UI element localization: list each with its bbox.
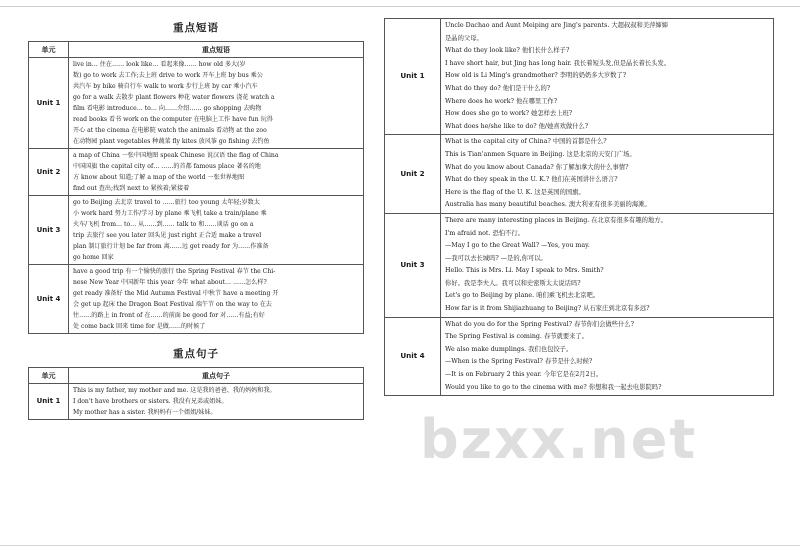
unit-label: Unit 2 [29,149,69,196]
content-line: a map of China 一张中国地图 speak Chinese 说汉语 the flag of China [73,152,279,159]
phrases-table [28,41,364,334]
content-cell [69,58,364,149]
content-line: 小 work hard 努力工作/学习 by plane 乘飞机 take a train/plane 乘 [73,210,267,217]
content-line: 往……的路上 in front of 在……的前面 be good for 对……有益;有好 [73,312,265,319]
top-rule [0,6,800,7]
content-line: 方 know about 知道;了解 a map of the world 一张世界地图 [73,174,245,181]
content-cell [69,265,364,334]
content-line: There are many interesting places in Beijing. 在北京有很多有趣的地方。 [445,216,667,224]
content-line: go home 回家 [73,254,114,261]
content-line: This is Tian'anmen Square in Beijing. 这是北京的天安门广场。 [445,150,636,158]
content-line: What is the capital city of China? 中国的首都是什么? [445,138,607,146]
content-line: film 看电影 introduce… to… 向……介绍…… go shopping 去购物 [73,105,262,112]
content-line: read books 看书 work on the computer 在电脑上工作 have fun 玩得 [73,116,273,123]
content-line: —我可以去长城吗? —是的,你可以。 [445,254,547,262]
sentence-row [385,317,774,396]
content-line: 数) go to work 去工作;去上班 drive to work 开车上班 by bus 乘公 [73,72,263,79]
content-line: The Spring Festival is coming. 春节就要来了。 [445,333,589,341]
content-line: Australia has many beautiful beaches. 澳大利亚有很多美丽的海滩。 [445,201,651,209]
content-line: go to Beijing 去北京 travel to ……旅行 too young 太年轻;岁数太 [73,199,260,206]
content-line: go for a walk 去散步 plant flowers 种花 water flowers 浇花 watch a [73,94,275,101]
unit-column-header: 单元 [29,368,69,384]
content-line: 火车/飞机 from… to… 从……到…… talk to 和……谈话 go on a [73,221,254,228]
content-line: 中国国旗 the capital city of… ……的首都 famous place 著名的地 [73,163,261,170]
unit-label: Unit 2 [385,135,441,214]
content-cell [441,317,774,396]
unit-label: Unit 3 [29,196,69,265]
unit-label: Unit 4 [29,265,69,334]
content-line: We also make dumplings. 我们也包饺子。 [445,345,573,353]
sentences-header-row [29,368,364,384]
watermark: bzxx.net [420,408,698,471]
content-cell [69,196,364,265]
content-line: What do they do? 他们是干什么的? [445,84,551,92]
content-line: trip 去旅行 see you later 回头见 just right 正合适 make a travel [73,232,262,239]
phrases-title: 重点短语 [173,22,219,34]
content-line: How does she go to work? 她怎样去上班? [445,110,573,118]
content-line: How old is Li Ming's grandmother? 李明的奶奶多大岁数了? [445,72,627,80]
content-line: nese New Year 中国新年 this year 今年 what about… ……怎么样? [73,279,267,286]
content-line: 处 come back 回来 time for 是做……的时候了 [73,323,206,330]
content-line: 开心 at the cinema 在电影院 watch the animals 看动物 at the zoo [73,127,267,134]
content-cell [69,384,364,420]
phrase-row [29,58,364,149]
content-line: I don't have brothers or sisters. 我没有兄弟或姐妹。 [73,398,228,405]
sentence-row [385,213,774,317]
content-line: Here is the flag of the U. K. 这是英国的国旗。 [445,188,585,196]
right-page [384,18,774,396]
content-line: Uncle Dachao and Aunt Meiping are Jing's parents. 大超叔叔和美萍婶婶 [445,22,669,29]
content-line: 是晶的父母。 [445,34,483,42]
content-cell [441,213,774,317]
phrase-row [29,149,364,196]
content-line: This is my father, my mother and me. 这是我的爸爸、我的妈妈和我。 [73,387,276,394]
content-line: I have short hair, but Jing has long hair. 我长着短头发,但是晶长着长头发。 [445,59,671,67]
content-line: 会 get up 起床 the Dragon Boat Festival 端午节 on the way to 在去 [73,301,272,308]
content-line: —May I go to the Great Wall? —Yes, you may. [445,242,590,250]
content-cell [69,149,364,196]
unit-label: Unit 3 [385,213,441,317]
phrases-column-header: 重点短语 [69,42,364,58]
sentences-table-left [28,367,364,420]
content-line: What do they look like? 他们长什么样子? [445,47,570,55]
content-line: What do you know about Canada? 你了解加拿大的什么事情? [445,163,629,171]
content-line: find out 查出;找到 next to 紧挨着;紧接着 [73,185,190,192]
content-line: Let's go to Beijing by plane. 咱们乘飞机去北京吧。 [445,292,600,300]
unit-label: Unit 1 [29,58,69,149]
content-line: —It is on February 2 this year. 今年它是在2月2日。 [445,371,603,379]
left-page [28,18,364,420]
content-cell [441,19,774,135]
sentence-row [29,384,364,420]
content-cell [441,135,774,214]
phrase-row [29,265,364,334]
content-line: What do they speak in the U. K.? 他们在英国讲什么语言? [445,176,618,184]
content-line: What does he/she like to do? 他/她喜欢做什么? [445,122,589,130]
unit-label: Unit 1 [385,19,441,135]
content-line: live in… 住在…… look like… 看起来像…… how old 多大(岁 [73,61,246,68]
unit-label: Unit 1 [29,384,69,420]
sentences-table-right [384,18,774,396]
sentences-column-header: 重点句子 [69,368,364,384]
bottom-rule [0,545,800,546]
unit-column-header: 单元 [29,42,69,58]
sentence-row [385,135,774,214]
content-line: I'm afraid not. 恐怕不行。 [445,229,524,237]
sentence-row [385,19,774,135]
content-line: 共汽车 by bike 骑自行车 walk to work 步行上班 by car 乘小汽车 [73,83,258,90]
unit-label: Unit 4 [385,317,441,396]
content-line: —When is the Spring Festival? 春节是什么时候? [445,358,593,366]
content-line: What do you do for the Spring Festival? 春节你们会做些什么? [445,320,635,328]
content-line: get ready 准备好 the Mid Autumn Festival 中秋节 have a meeting 开 [73,290,279,297]
content-line: Where does he work? 他在哪里工作? [445,97,558,105]
phrase-row [29,196,364,265]
content-line: 你好。我是李夫人。我可以和史密斯太太说话吗? [445,279,581,287]
content-line: plan 制订旅行计划 be far from 离……远 get ready for 为……作准备 [73,243,269,250]
content-line: Hello. This is Mrs. Li. May I speak to Mrs. Smith? [445,267,604,275]
sentences-title: 重点句子 [173,348,219,360]
content-line: 在动物园 plant vegetables 种蔬菜 fly kites 放风筝 go fishing 去钓鱼 [73,138,270,145]
content-line: My mother has a sister. 我妈妈有一个姐姐/妹妹。 [73,409,217,416]
content-line: Would you like to go to the cinema with me? 你想和我一起去电影院吗? [445,383,662,391]
phrases-header-row [29,42,364,58]
content-line: How far is it from Shijiazhuang to Beijing? 从石家庄到北京有多远? [445,305,650,313]
content-line: have a good trip 有一个愉快的旅行 the Spring Festival 春节 the Chi- [73,268,276,275]
